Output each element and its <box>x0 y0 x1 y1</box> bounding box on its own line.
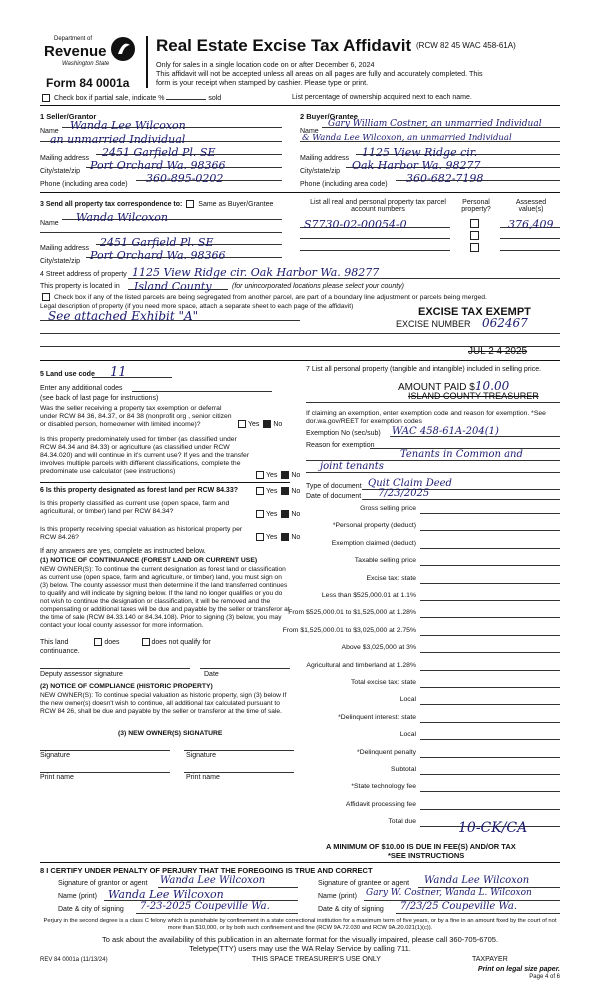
date-stamp: JUL 2 4 2025 <box>468 346 528 357</box>
same-as-buyer-checkbox[interactable] <box>186 200 194 208</box>
land-use-label: 5 Land use code <box>40 371 95 378</box>
seller-mailing-value[interactable]: 2451 Garfield Pl. SE <box>102 146 216 159</box>
section7-heading: 7 List all personal property (tangible and intangible) included in selling price. <box>306 366 542 373</box>
buyer-mailing-value[interactable]: 1125 View Ridge cir. <box>362 146 478 159</box>
q-forest-text: 6 Is this property designated as forest land per RCW 84.33? <box>40 487 238 494</box>
tax-row-field[interactable] <box>420 661 560 671</box>
seller-city-value[interactable]: Port Orchard Wa. 98366 <box>90 159 226 172</box>
grantor-name-print-label: Name (print) <box>58 893 97 900</box>
tax-row-label: Total due <box>388 818 416 825</box>
q-timber-no-checkbox[interactable] <box>281 471 289 479</box>
legal-paper-note: Print on legal size paper. <box>477 966 560 973</box>
tax-row-label: *State technology fee <box>351 783 416 790</box>
buyer-name-value[interactable]: Gary William Costner, an unmarried Individual <box>328 119 542 129</box>
buyer-city-label: City/state/zip <box>300 168 341 175</box>
tax-row-label: Taxable selling price <box>354 557 416 564</box>
q-forest-yes-checkbox[interactable] <box>256 487 264 495</box>
excise-number-label: EXCISE NUMBER <box>396 319 471 329</box>
assessed-col-header: Assessed value(s) <box>515 199 547 213</box>
q-current-use-no-checkbox[interactable] <box>281 510 289 518</box>
seller-phone-label: Phone (including area code) <box>40 181 128 188</box>
tax-row-label: Total excise tax: state <box>351 679 416 686</box>
excise-number-value: 062467 <box>482 316 528 330</box>
tax-row-label: Local <box>399 696 416 703</box>
tax-row-field[interactable] <box>420 626 560 636</box>
dor-logo-icon <box>110 36 136 62</box>
header-divider <box>146 36 148 88</box>
q-historic-text: Is this property receiving special valuation as historical property per RCW 84.26? <box>40 526 243 541</box>
located-note: (for unincorporated locations please select your county) <box>232 283 404 290</box>
tax-row-label: Less than $525,000.01 at 1.1% <box>321 592 416 599</box>
tax-row-field[interactable] <box>420 748 560 758</box>
taxpayer-label: TAXPAYER <box>472 956 508 963</box>
owner-signature-label-1: Signature <box>40 752 70 759</box>
tax-row-field[interactable] <box>420 539 560 549</box>
grantee-name-print-label: Name (print) <box>318 893 357 900</box>
tax-row-label: Above $3,025,000 at 3% <box>341 644 416 651</box>
certify-heading: 8 I CERTIFY UNDER PENALTY OF PERJURY THAT THE FOREGOING IS TRUE AND CORRECT <box>40 866 373 875</box>
owner-print-name-1: Print name <box>40 774 74 781</box>
new-owner-sig-title: (3) NEW OWNER(S) SIGNATURE <box>118 730 223 737</box>
personal-prop-checkbox-1[interactable] <box>470 219 479 228</box>
sold-label: sold <box>208 94 222 102</box>
grantee-date-label: Date & city of signing <box>318 906 384 913</box>
buyer-heading: 2 Buyer/Grantee <box>300 112 358 121</box>
dept-state: Washington State <box>62 61 110 67</box>
dept-name: Revenue <box>44 43 107 60</box>
tax-row-field[interactable] <box>420 521 560 531</box>
buyer-name-line2[interactable]: & Wanda Lee Wilcoxon, an unmarried Individual <box>302 133 512 143</box>
reason-value-2[interactable]: joint tenants <box>320 461 384 472</box>
land-does-not-checkbox[interactable] <box>142 638 150 646</box>
parcel-number-value[interactable]: S7730-02-00054-0 <box>304 218 407 231</box>
section3-heading-row <box>40 200 273 208</box>
exemption-no-value[interactable]: WAC 458-61A-204(1) <box>392 426 499 437</box>
street-value[interactable]: 1125 View Ridge cir. Oak Harbor Wa. 98277 <box>132 266 380 279</box>
sig-grantee-signature[interactable]: Wanda Lee Wilcoxon <box>424 875 530 886</box>
tty-notice: Teletype(TTY) users may use the WA Relay Service by calling 711. <box>189 944 411 953</box>
dept-line1: Department of <box>54 36 93 42</box>
parcel-col-header: List all real and personal property tax parcel account numbers <box>310 199 446 213</box>
tax-row-label: *Delinquent penalty <box>357 749 416 756</box>
tax-row-field[interactable] <box>420 678 560 688</box>
q-historic-no-checkbox[interactable] <box>281 533 289 541</box>
reason-label: Reason for exemption <box>306 442 375 449</box>
title-citation: (RCW 82 45 WAC 458-61A) <box>416 41 516 50</box>
treasurer-use: THIS SPACE TREASURER'S USE ONLY <box>252 956 381 963</box>
header-line2: This affidavit will not be accepted unless all areas on all pages are fully and accurately completed. This <box>156 69 483 78</box>
amount-paid-value: 10.00 <box>474 379 510 393</box>
page-title: Real Estate Excise Tax Affidavit <box>156 36 412 55</box>
buyer-name-label: Name <box>300 128 319 135</box>
tax-row-label: From $1,525,000.01 to $3,025,000 at 2.75% <box>282 627 416 634</box>
ownership-note: List percentage of ownership acquired next to each name. <box>292 94 472 101</box>
grantor-date-label: Date & city of signing <box>58 906 124 913</box>
q-historic-answers: Yes No <box>254 533 300 541</box>
page-number: Page 4 of 6 <box>529 974 560 980</box>
tax-row-field[interactable] <box>420 504 560 514</box>
tax-row-label: Exemption claimed (deduct) <box>331 540 416 547</box>
same-as-buyer-label: Same as Buyer/Grantee <box>198 200 274 208</box>
seller-heading: 1 Seller/Grantor <box>40 112 97 121</box>
buyer-phone-label: Phone (including area code) <box>300 181 388 188</box>
deputy-date-label: Date <box>204 671 219 678</box>
s3-city-value[interactable]: Port Orchard Wa. 98366 <box>90 249 226 262</box>
tax-row-label: Excise tax: state <box>366 575 416 582</box>
q-current-use-text: Is this property classified as current use (open space, farm and agricultural, or timber) land per RCW 84.34? <box>40 500 230 515</box>
if-any-yes: If any answers are yes, complete as instructed below. <box>40 548 206 555</box>
exemption-intro: If claiming an exemption, enter exemption code and reason for exemption. *See dor.wa.gov/REET for exemption codes <box>306 410 546 425</box>
grantor-date-value[interactable]: 7-23-2025 Coupeville Wa. <box>140 901 270 912</box>
notice1-title: (1) NOTICE OF CONTINUANCE (FOREST LAND OR CURRENT USE) <box>40 557 258 564</box>
segregated-checkbox[interactable] <box>42 293 50 301</box>
tax-row-field[interactable] <box>420 782 560 792</box>
personal-prop-checkbox-2[interactable] <box>470 231 479 240</box>
alt-format-notice: To ask about the availability of this publication in an alternate format for the visually impaired, please call 360-705-6705. <box>101 935 499 944</box>
segregated-row <box>40 293 487 301</box>
q-historic-yes-checkbox[interactable] <box>256 533 264 541</box>
owner-print-name-2: Print name <box>186 774 220 781</box>
notice1-body: NEW OWNER(S): To continue the current designation as forest land or classification as current use (open space, farm and agriculture, or timber) land, you must sign on (3) below. The county assessor must then determine if the land transferred continues to qualify and will indicate by signing below. If the land no longer qualifies or you do not wish to continue the designation or classification, it will be removed and the compensating or additional taxes will be due and payable by the seller or transferor at the time of sale (RCW 84.33.140 or 84.34.108). Prior to signing (3) below, you may contact your local county assessor for more information. <box>40 566 290 629</box>
sig-grantor-signature[interactable]: Wanda Lee Wilcoxon <box>160 875 266 886</box>
tax-row-label: *Personal property (deduct) <box>332 522 416 529</box>
doc-date-label: Date of document <box>306 493 362 500</box>
tax-row-field[interactable] <box>420 591 560 601</box>
assessed-value[interactable]: 376,409 <box>508 218 554 231</box>
tax-row-field[interactable] <box>420 765 560 775</box>
tax-row-label: Local <box>399 731 416 738</box>
located-label: This property is located in <box>40 283 120 290</box>
segregated-label: Check box if any of the listed parcels are being segregated from another parcel, are part of a boundary line adjustment or parcels being merged. <box>53 293 487 301</box>
notice2-body: NEW OWNER(S): To continue special valuation as historic property, sign (3) below If the new owner(s) doesn't wish to continue, all additional tax calculated pursuant to RCW 84 26, shall be due and payable by the seller or transferor at the time of sale. <box>40 692 287 715</box>
partial-sale-label: Check box if partial sale, indicate % <box>53 94 165 102</box>
tax-row-label: Gross selling price <box>360 505 416 512</box>
continuance-label: continuance. <box>40 648 80 655</box>
q-exemption-no-checkbox[interactable] <box>263 420 271 428</box>
grantee-name-print[interactable]: Gary W. Costner, Wanda L. Wilcoxon <box>366 888 532 898</box>
q-timber-yes-checkbox[interactable] <box>256 471 264 479</box>
partial-sale-row <box>40 94 221 102</box>
s3-name-label: Name <box>40 220 59 227</box>
located-value[interactable]: Island County <box>134 280 212 293</box>
seller-name-label: Name <box>40 128 59 135</box>
section3-heading: 3 Send all property tax correspondence to: <box>40 200 183 208</box>
seller-name-value[interactable]: Wanda Lee Wilcoxon <box>70 119 186 132</box>
doc-date-value[interactable]: 7/23/2025 <box>378 488 430 499</box>
tax-row-field[interactable] <box>420 713 560 723</box>
personal-prop-checkbox-3[interactable] <box>470 243 479 252</box>
s3-name-value[interactable]: Wanda Wilcoxon <box>76 211 168 224</box>
q-exemption-text: Was the seller receiving a property tax exemption or deferral under RCW 84 36, 84.37, or 84 38 (nonprofit org , senior citizen or disabled person, homeowner with limited income)? <box>40 405 232 428</box>
q-exemption-yes-checkbox[interactable] <box>238 420 246 428</box>
partial-sale-checkbox[interactable] <box>42 94 50 102</box>
doc-type-label: Type of document <box>306 483 362 490</box>
q-forest-answers: Yes No <box>254 487 300 495</box>
tax-fee-value[interactable]: 10-CK/CA <box>458 820 528 836</box>
s3-mailing-value[interactable]: 2451 Garfield Pl. SE <box>100 236 214 249</box>
exempt-stamp: EXCISE TAX EXEMPT <box>418 306 531 318</box>
doc-type-value[interactable]: Quit Claim Deed <box>368 478 452 489</box>
sig-grantor-label: Signature of grantor or agent <box>58 880 148 887</box>
personal-prop-col-header: Personal property? <box>461 199 491 213</box>
q-timber-text: Is this property predominately used for timber (as classified under RCW 84.34 and 84.33) or agriculture (as classified under RCW 84.34.020) and will continue in it's current use? If yes and the transfer involves multiple parcels with different classifications, complete the predominate use calculator (see instructions) <box>40 436 250 475</box>
notice2-title: (2) NOTICE OF COMPLIANCE (HISTORIC PROPERTY) <box>40 683 213 690</box>
tax-row-field[interactable] <box>420 608 560 618</box>
minimum-due: A MINIMUM OF $10.00 IS DUE IN FEE(S) AND/OR TAX <box>326 842 516 851</box>
deputy-sig-label: Deputy assessor signature <box>40 671 123 678</box>
see-instructions: *SEE INSTRUCTIONS <box>388 851 465 860</box>
q-exemption-answers: Yes No <box>236 420 282 428</box>
rev-number: REV 84 0001a (11/13/24) <box>40 957 108 963</box>
q-current-use-answers: Yes No <box>254 510 300 518</box>
legal-label: Legal description of property (if you need more space, attach a separate sheet to each page of the affidavit) <box>40 303 354 310</box>
tax-row-field[interactable] <box>420 643 560 653</box>
tax-row-field[interactable] <box>420 574 560 584</box>
grantor-name-print[interactable]: Wanda Lee Wilcoxon <box>108 888 224 901</box>
seller-city-label: City/state/zip <box>40 168 81 175</box>
header-line1: Only for sales in a single location code on or after December 6, 2024 <box>156 60 375 69</box>
q-forest-no-checkbox[interactable] <box>281 487 289 495</box>
s3-city-label: City/state/zip <box>40 258 81 265</box>
see-back-label: (see back of last page for instructions) <box>40 395 159 402</box>
grantee-date-value[interactable]: 7/23/25 Coupeville Wa. <box>400 901 518 912</box>
tax-row-field[interactable] <box>420 556 560 566</box>
tax-row-field[interactable] <box>420 800 560 810</box>
buyer-city-value[interactable]: Oak Harbor Wa. 98277 <box>352 159 481 172</box>
tax-row-label: Subtotal <box>391 766 416 773</box>
seller-phone-value[interactable]: 360-895-0202 <box>146 172 224 185</box>
street-label: 4 Street address of property <box>40 271 127 278</box>
tax-row-field[interactable] <box>420 730 560 740</box>
seller-mailing-label: Mailing address <box>40 155 90 162</box>
tax-row-label: Affidavit processing fee <box>345 801 416 808</box>
tax-row-field[interactable] <box>420 695 560 705</box>
q-timber-answers: Yes No <box>254 471 300 479</box>
treasurer-stamp: ISLAND COUNTY TREASURER <box>408 391 539 401</box>
owner-signature-label-2: Signature <box>186 752 216 759</box>
header-line3: form is your receipt when stamped by cashier. Please type or print. <box>156 78 369 87</box>
buyer-mailing-label: Mailing address <box>300 155 350 162</box>
this-land-row: This land does does not qualify for <box>40 638 211 646</box>
tax-row-label: Agricultural and timberland at 1.28% <box>306 662 416 669</box>
perjury-notice: Perjury in the second degree is a class C felony which is punishable by confinement in a state correctional institution for a maximum term of five years, or by a fine in an amount fixed by the court of not more than $10,000, or by both such confinement and fine (RCW 9A.72.030 and RCW 9A.20.021(1)(c)). <box>43 918 557 931</box>
amount-paid-label: AMOUNT PAID $10.00 <box>398 379 510 393</box>
reason-value-1[interactable]: Tenants in Common and <box>400 449 523 460</box>
legal-value[interactable]: See attached Exhibit "A" <box>48 309 199 323</box>
land-use-value[interactable]: 11 <box>110 365 127 380</box>
sig-grantee-label: Signature of grantee or agent <box>318 880 410 887</box>
buyer-phone-value[interactable]: 360-682-7198 <box>406 172 484 185</box>
exemption-no-label: Exemption No (sec/sub) <box>306 430 381 437</box>
land-does-checkbox[interactable] <box>94 638 102 646</box>
tax-row-label: From $525,000.01 to $1,525,000 at 1.28% <box>288 609 416 616</box>
s3-mailing-label: Mailing address <box>40 245 90 252</box>
tax-row-label: *Delinquent interest: state <box>338 714 416 721</box>
q-current-use-yes-checkbox[interactable] <box>256 510 264 518</box>
seller-name-line2[interactable]: an unmarried Individual <box>50 133 186 146</box>
additional-codes-label: Enter any additional codes <box>40 385 123 392</box>
form-number: Form 84 0001a <box>46 76 130 90</box>
